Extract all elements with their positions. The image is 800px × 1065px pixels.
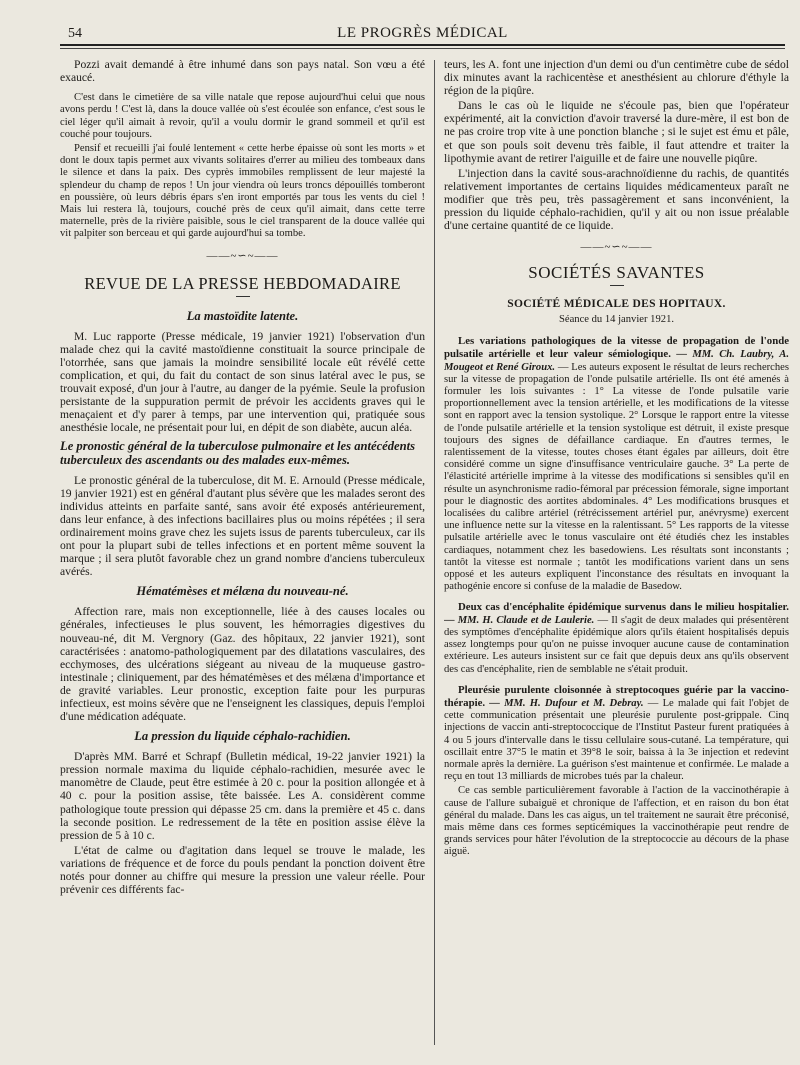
article-title: Hématémèses et mélæna du nouveau-né. [136,584,349,599]
report-title: Les variations pathologiques de la vitesse de propagation de l'onde pulsatile artérielle et leur valeur sémiologique. [444,335,789,361]
page-number: 54 [68,26,82,41]
session-date: Séance du 14 janvier 1921. [558,314,675,326]
report-authors: — MM. H. Dufour et M. Debray. [489,697,644,709]
article-body: D'après MM. Barré et Schrapf (Bulletin médical, 19-22 janvier 1921) la pression normale maxima du liquide céphalo-rachidien, mesurée avec le manomètre de Claude, peut être estimée à 20 c. pour la position allongée et à 40 c. pour la position assise, tête baissée. Les A. considèrent comme pathologique toute pression qui dépasse 25 cm. dans la première et 45 c. dans la seconde position. Le redressement de la tête en position assise élève la pression de 5 à 10 c. [60,750,425,842]
right-column [444,58,789,1048]
report-item [444,601,789,675]
report-item [444,335,789,593]
journal-title: LE PROGRÈS MÉDICAL [337,25,508,41]
report-body: — Les auteurs exposent le résultat de leurs recherches sur la vitesse de propagation de l'onde pulsatile artérielle. Ils ont été amenés à formuler les lois suivantes : 1° La vitesse de l'onde pulsatile varie proportionnellement avec la tension artérielle, et les modifications de la vitesse sont en rapport avec la tension systolique. 2° Lorsque le rapport entre la vitesse de l'onde pulsatile artérielle et la tension systolique est détruit, il existe presque toujours des signes de défaillance cardiaque. En d'autres termes, le ralentissement de la vitesse, toutes choses étant égales par ailleurs, doit être considéré comme un signe d'insuffisance ventriculaire gauche. 3° La perte de l'élasticité artérielle imprime à la vitesse des modifications si sensibles qu'il en résulte un asynchronisme radio-fémoral par précession fémorale, signe important pour le diagnostic des aortites abdominales. 4° Les modifications brusques et localisées du calibre artériel (rétrécissement artériel pur, anévrysme) exercent une influence nette sur la vitesse en la ralentissant. 5° Les rapports de la vitesse pulsatile artérielle avec le tonus vasculaire ont été étudiés chez les instables cardiaques, notamment chez les basedowiens. Les résultats sont inconstants ; tantôt la vitesse est normale ; tantôt les modifications varient dans un sens opposé et les auteurs expliquent l'inconstance des résultats en invoquant la pathogénie encore si confuse de la maladie de Basedow. [444,361,789,593]
page-header [60,24,785,44]
section-title: REVUE DE LA PRESSE HEBDOMADAIRE [84,273,401,293]
section-separator: ——~∽~—— [206,249,279,262]
title-underline [236,296,250,297]
report-authors: — MM. H. Claude et de Laulerie. [444,614,595,626]
report-body: — Le malade qui fait l'objet de cette communication présentait une pleurésie purulente post-grippale. Cinq injections de vaccin anti-streptococcique de l'Institut Pasteur furent pratiquées à 4 ou 5 jours d'intervalle dans le tissu cellulaire sous-cutané. La température, qui oscillait entre 37°5 le matin et 39°8 le soir, baissa à la 3e injection et redevint normale après la dernière. La guérison s'est maintenue et confirmée. Le malade a reçu en tout 13 milliards de microbes tués par la chaleur. [444,697,789,783]
article-body: L'état de calme ou d'agitation dans lequel se trouve le malade, les variations de fréquence et de force du pouls pendant la ponction doivent être notés pour donner au chiffre qui mesure la pression une valeur réelle. Pour prévenir ces différents fac- [60,843,425,897]
report-body: — Il s'agit de deux malades qui présentèrent des symptômes d'encéphalite épidémique alors qu'ils étaient hospitalisés depuis assez longtemps pour qu'on ne puisse invoquer aucune cause de contamination extérieure. Les auteurs insistent sur ce fait que depuis deux ans qu'ils observent des cas d'encéphalite, rien de semblable ne s'était produit. [444,614,789,675]
intro-paragraph: Pozzi avait demandé à être inhumé dans son pays natal. Son vœu a été exaucé. [60,58,425,85]
article-body: teurs, les A. font une injection d'un demi ou d'un centimètre cube de sédol dix minutes avant la rachicentèse et anesthésient au chlorure d'éthyle la région de la piqûre. [444,58,789,98]
report-title: Pleurésie purulente cloisonnée à streptocoques guérie par la vaccino-thérapie. [444,683,789,709]
article-title: La pression du liquide céphalo-rachidien. [134,729,351,744]
section-title: SOCIÉTÉS SAVANTES [528,263,705,283]
header-rule [60,44,785,46]
header-rule-thin [60,48,785,49]
intro-paragraph: C'est dans le cimetière de sa ville natale que repose aujourd'hui celui que nous avons perdu ! C'est là, dans la douce vallée où s'est écoulée son enfance, c'est sous le ciel léger qu'il aimait à revoir, qu'il a voulu dormir le grand sommeil et qu'il est couché pour toujours. [60,92,425,140]
report-title: Deux cas d'encéphalite épidémique survenus dans le milieu hospitalier. [458,601,789,614]
section-separator: ——~∽~—— [580,241,653,254]
title-underline [610,285,624,286]
report-body: Ce cas semble particulièrement favorable à l'action de la vaccinothérapie à cause de l'allure subaiguë et chronique de l'affection, et en raison du bon état général du malade. Dans les cas aigus, un tel traitement ne saurait être préconisé, mais même dans ces formes septicémiques la vaccinothérapie peut rendre de grands services pour hâter l'évolution de la streptococcie au décours de la phase aiguë. [444,785,789,858]
article-title: Le pronostic général de la tuberculose pulmonaire et les antécédents tuberculeux des ascendants ou des malades eux-mêmes. [60,439,416,467]
article-title: La mastoïdite latente. [186,308,299,323]
article-body: L'injection dans la cavité sous-arachnoïdienne du rachis, de quantités relativement importantes de certains liquides médicamenteux paraît ne modifier que très peu, très passagèrement et sans inconvénient, la pression du liquide céphalo-rachidien, qu'il y ait ou non issue préalable d'une certaine quantité de ce liquide. [444,166,789,233]
article-body: M. Luc rapporte (Presse médicale, 19 janvier 1921) l'observation d'un malade chez qui la cavité mastoïdienne constituait la source principale de l'otorrhée, sans que jamais la moindre sensibilité locale eût révélé cette complication, et qui, du fait du contact de son sinus latéral avec le pus, se trouvait exposé, d'un jour à l'autre, au danger de la pyémie. Seule la profusion persistante de la suppuration permit de prévoir les accidents graves qui le menaçaient et d'y parer à temps, par une intervention qui, pratiquée sous anesthésie locale, ne présentait pour lui, en dépit de son diabète, aucun aléa. [60,329,425,435]
intro-paragraph: Pensif et recueilli j'ai foulé lentement « cette herbe épaisse où sont les morts » et dont le doux tapis permet aux vivants solitaires d'errer au milieu des tombeaux dans le silence et dans la paix. Des cyprès immobiles remplissent de leur majesté la splendeur du champ de repos ! Un jour viendra où leurs troncs dépouillés tomberont en poussière, où leurs débris épars s'en iront emportés par tous les vents du ciel ! Mais lui restera là, toujours, couché près de ceux qu'il aimait, dans cette terre maternelle, près de la rivière paisible, sous le ciel transparent de la douce vallée qui vit palpiter son berceau et qui garde aujourd'hui sa tombe. [60,143,425,240]
column-divider [434,60,435,1045]
society-name: SOCIÉTÉ MÉDICALE DES HOPITAUX. [507,298,726,311]
article-body: Affection rare, mais non exceptionnelle, liée à des causes locales ou générales, infectieuses le plus souvent, les hémorragies digestives du nouveau-né, dit M. Vergnory (Gaz. des hôpitaux, 22 janvier 1921), sont caractérisées : anatomo-pathologiquement par des dilatations vasculaires, des ecchymoses, des ulcérations siégeant au niveau de la muqueuse gastro-intestinale ; cliniquement, par des hématémèses et des mélæna d'importance et de gravité variables. Leur pronostic, exception faite pour les purpuras infectieux, est moins sévère que ne l'enseignent les classiques, depuis l'emploi d'une médication adéquate. [60,605,425,724]
report-item [444,684,789,784]
left-column [60,58,425,1048]
article-body: Dans le cas où le liquide ne s'écoule pas, bien que l'opérateur expérimenté, ait la conviction d'avoir traversé la dure-mère, il est bon de ne pas croire trop vite à une ponction blanche ; si le sujet est ému et pâle, et que son pouls soit devenu très faible, il faut attendre et traiter la lipothymie avant de retirer l'aiguille et de faire une nouvelle piqûre. [444,99,789,165]
article-body: Le pronostic général de la tuberculose, dit M. E. Arnould (Presse médicale, 19 janvier 1921) est en général d'autant plus sévère que les malades seront des individus atteints en parfaite santé, sans avoir été exposés antérieurement, dans leur enfance, à des infections bacillaires plus ou moins répétées ; il sera ordinairement moins grave chez les sujets issus de parents tuberculeux, car ils ont pour la plupart subi de telles infections et en portent même souvent la marque ; il sera plutôt favorable chez un grand nombre d'anciens tuberculeux avérés. [60,473,425,579]
report-authors: — MM. Ch. Laubry, A. Mougeot et René Giroux. [444,349,789,373]
